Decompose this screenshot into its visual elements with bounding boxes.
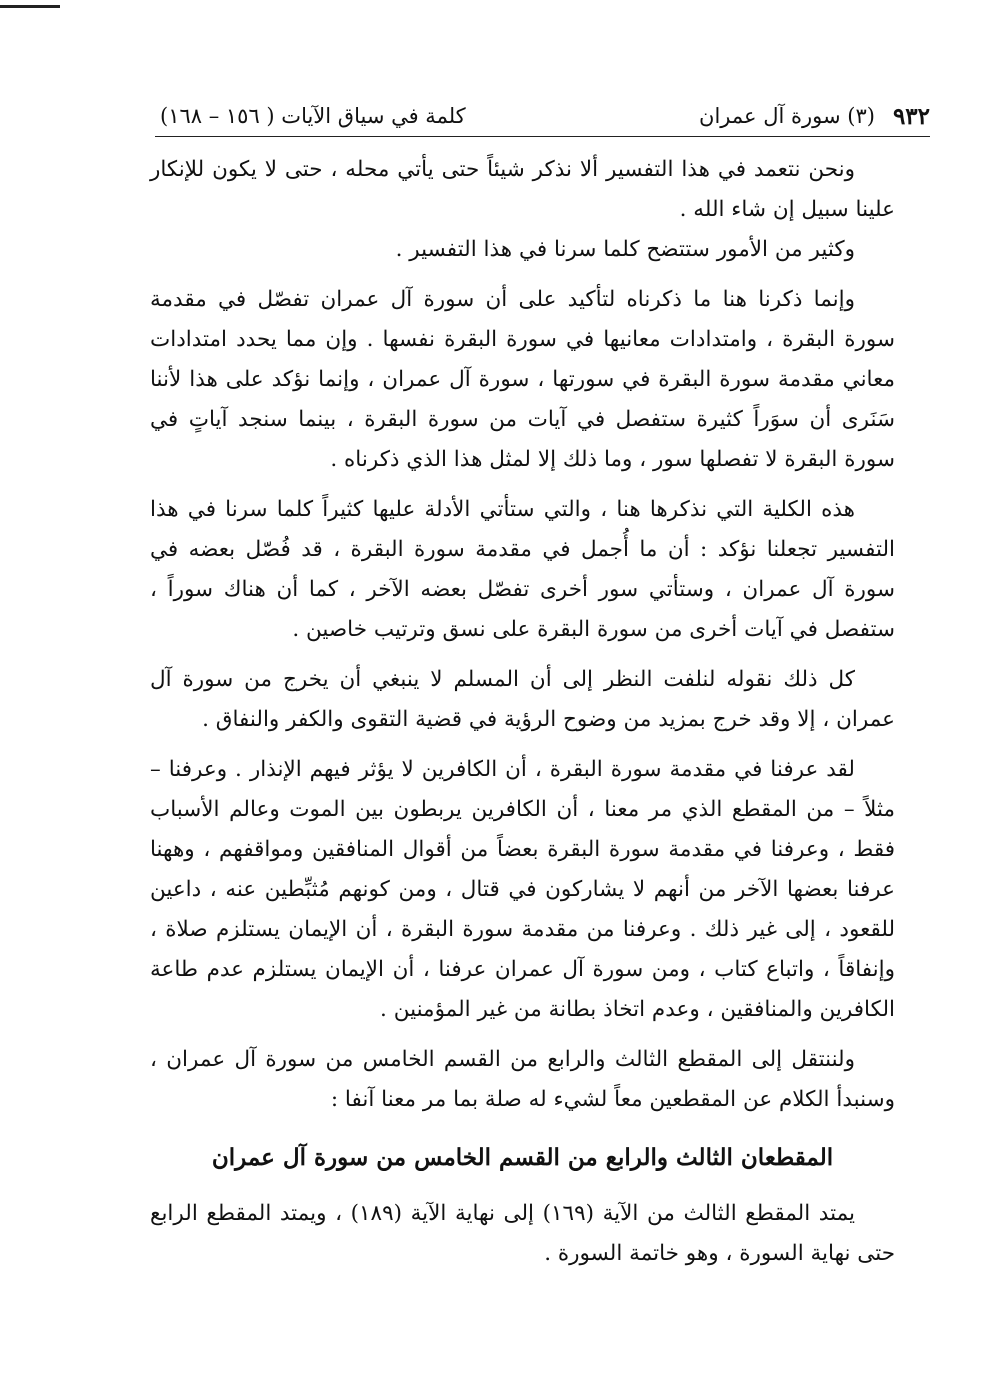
paragraph: وكثير من الأمور ستتضح كلما سرنا في هذا التفسير . [395, 237, 855, 262]
paragraph: هذه الكلية التي نذكرها هنا ، والتي ستأتي الأدلة عليها كثيراً كلما سرنا في هذا التفسير تجعلنا نؤكد : أن ما أُجمل في مقدمة سورة البقرة ، قد فُصّل بعضه في سورة آل عمران ، وستأتي سور أخرى تفصّل بعضه الآخر ، كما أن هناك سوراً ، ستفصل في آيات أخرى من سورة البقرة على نسق وترتيب خاصين . [150, 497, 895, 642]
page-body [150, 150, 895, 1284]
paragraph: لقد عرفنا في مقدمة سورة البقرة ، أن الكافرين لا يؤثر فيهم الإنذار . وعرفنا – مثلاً – من المقطع الذي مر معنا ، أن الكافرين يربطون بين الموت وعالم الأسباب فقط ، وعرفنا في مقدمة سورة البقرة بعضاً من أقوال المنافقين ومواقفهم ، وههنا عرفنا بعضها الآخر من أنهم لا يشاركون في قتال ، ومن كونهم مُثبِّطين عنه ، داعين للقعود ، إلى غير ذلك . وعرفنا من مقدمة سورة البقرة ، أن الإيمان يستلزم صلاة ، وإنفاقاً ، واتباع كتاب ، ومن سورة آل عمران عرفنا ، أن الإيمان يستلزم عدم طاعة الكافرين والمنافقين ، وعدم اتخاذ بطانة من غير المؤمنين . [150, 757, 895, 1022]
section-title: كلمة في سياق الآيات ( ١٥٦ – ١٦٨) [160, 104, 466, 128]
surah-title: (٣) سورة آل عمران [699, 104, 875, 128]
header-divider [155, 136, 930, 137]
section-heading: المقطعان الثالث والرابع من القسم الخامس من سورة آل عمران [211, 1144, 834, 1171]
paragraph: ولننتقل إلى المقطع الثالث والرابع من القسم الخامس من سورة آل عمران ، وسنبدأ الكلام عن المقطعين معاً لشيء له صلة بما مر معنا آنفا : [150, 1047, 895, 1112]
page-number: ٩٣٢ [892, 102, 930, 130]
paragraph: كل ذلك نقوله لنلفت النظر إلى أن المسلم لا ينبغي أن يخرج من سورة آل عمران ، إلا وقد خرج بمزيد من وضوح الرؤية في قضية التقوى والكفر والنفاق . [150, 667, 895, 732]
closing-paragraph: يمتد المقطع الثالث من الآية (١٦٩) إلى نهاية الآية (١٨٩) ، ويمتد المقطع الرابع حتى نهاية السورة ، وهو خاتمة السورة . [150, 1201, 895, 1266]
running-header [160, 100, 930, 132]
paragraph: ونحن نتعمد في هذا التفسير ألا نذكر شيئاً حتى يأتي محله ، حتى لا يكون للإنكار علينا سبيل إن شاء الله . [150, 157, 895, 222]
scan-corner-mark [0, 5, 60, 8]
paragraph: وإنما ذكرنا هنا ما ذكرناه لتأكيد على أن سورة آل عمران تفصّل في مقدمة سورة البقرة ، وامتدادات معانيها في سورة البقرة نفسها . وإن مما يحدد امتدادات معاني مقدمة سورة البقرة في سورتها ، سورة آل عمران ، وإنما نؤكد على هذا لأننا سَنَرى أن سوَراً كثيرة ستفصل في آيات من سورة البقرة ، بينما سنجد آياتٍ في سورة البقرة لا تفصلها سور ، وما ذلك إلا لمثل هذا الذي ذكرناه . [150, 287, 895, 472]
header-right-group [699, 103, 930, 130]
